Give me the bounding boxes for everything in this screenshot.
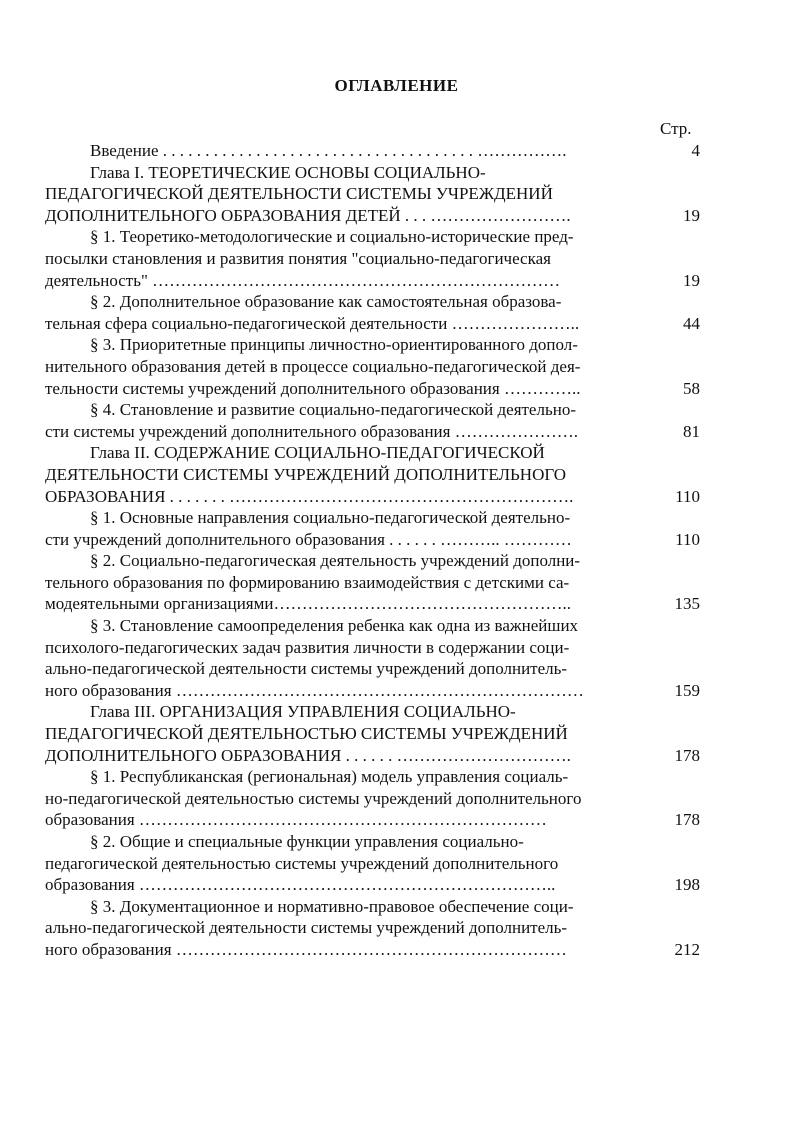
toc-entry-line: ально-педагогической деятельности системы учреждений дополнитель-: [45, 918, 568, 938]
table-of-contents: [45, 140, 700, 961]
toc-entry-line: § 3. Приоритетные принципы личностно-ориентированного допол-: [90, 335, 578, 355]
toc-entry: [45, 550, 700, 615]
toc-page-number: 198: [674, 875, 700, 895]
toc-entry: [90, 140, 700, 162]
toc-entry-line: § 1. Основные направления социально-педагогической деятельно-: [90, 508, 571, 528]
toc-entry: [45, 896, 700, 961]
toc-entry-line: образования ………………………………………………………………..: [45, 875, 556, 895]
toc-entry-line: § 1. Республиканская (региональная) модель управления социаль-: [90, 767, 569, 787]
toc-entry-line: тельности системы учреждений дополнительного образования …………..: [45, 378, 581, 398]
toc-entry-line: сти учреждений дополнительного образования . . . . . . ……….. …………: [45, 529, 572, 549]
toc-entry-line: посылки становления и развития понятия "социально-педагогическая: [45, 248, 551, 268]
toc-entry-line: модеятельными организациями……………………………………………..: [45, 594, 571, 614]
toc-entry-line: тельная сфера социально-педагогической деятельности …………………..: [45, 313, 580, 333]
toc-page-number: 4: [691, 141, 700, 160]
toc-page-number: 81: [683, 421, 700, 441]
toc-entry: [45, 507, 700, 550]
toc-entry-line: Глава I. ТЕОРЕТИЧЕСКИЕ ОСНОВЫ СОЦИАЛЬНО-: [90, 162, 486, 182]
page-title: ОГЛАВЛЕНИЕ: [334, 76, 459, 95]
toc-entry-line: сти системы учреждений дополнительного образования ………………….: [45, 421, 578, 441]
toc-entry-line: Введение . . . . . . . . . . . . . . . . . . . . . . . . . . . . . . . . . . . . . …………….: [90, 141, 567, 160]
toc-page-number: 58: [683, 378, 700, 398]
toc-entry: [45, 399, 700, 442]
toc-entry: [45, 831, 700, 896]
toc-entry: [45, 334, 700, 399]
toc-entry-line: тельного образования по формированию взаимодействия с детскими са-: [45, 572, 570, 592]
toc-entry-line: Глава III. ОРГАНИЗАЦИЯ УПРАВЛЕНИЯ СОЦИАЛЬНО-: [90, 702, 516, 722]
toc-entry-line: § 2. Дополнительное образование как самостоятельная образова-: [90, 292, 562, 312]
toc-entry-line: но-педагогической деятельностью системы учреждений дополнительного: [45, 788, 582, 808]
toc-entry-line: педагогической деятельностью системы учреждений дополнительного: [45, 853, 559, 873]
toc-page-number: 212: [674, 939, 700, 959]
toc-entry-line: ОБРАЗОВАНИЯ . . . . . . . …………………………………………………….: [45, 486, 574, 506]
toc-entry-line: ДЕЯТЕЛЬНОСТИ СИСТЕМЫ УЧРЕЖДЕНИЙ ДОПОЛНИТЕЛЬНОГО: [45, 464, 567, 484]
toc-entry: [45, 291, 700, 334]
toc-entry-line: нительного образования детей в процессе социально-педагогической дея-: [45, 356, 581, 376]
page-column-label: Стр.: [660, 119, 692, 138]
toc-page-number: 19: [683, 205, 700, 225]
toc-chapter-entry: [45, 701, 700, 766]
toc-page-number: 159: [674, 680, 700, 700]
toc-entry: [45, 615, 700, 701]
toc-entry-line: ПЕДАГОГИЧЕСКОЙ ДЕЯТЕЛЬНОСТИ СИСТЕМЫ УЧРЕЖДЕНИЙ: [45, 184, 553, 204]
toc-entry-line: ально-педагогической деятельности системы учреждений дополнитель-: [45, 659, 568, 679]
toc-entry-line: психолого-педагогических задач развития личности в содержании соци-: [45, 637, 570, 657]
toc-entry-line: § 2. Социально-педагогическая деятельность учреждений дополни-: [90, 551, 581, 571]
toc-page-number: 178: [674, 810, 700, 830]
toc-entry-line: ДОПОЛНИТЕЛЬНОГО ОБРАЗОВАНИЯ ДЕТЕЙ . . . …………………….: [45, 205, 571, 225]
toc-page-number: 19: [683, 270, 700, 290]
toc-page-number: 44: [683, 313, 700, 333]
toc-entry: [45, 766, 700, 831]
toc-entry-line: § 4. Становление и развитие социально-педагогической деятельно-: [90, 400, 576, 420]
toc-entry-line: ного образования ………………………………………………………………: [45, 680, 584, 700]
toc-entry-line: образования ………………………………………………………………: [45, 810, 547, 830]
toc-entry-line: Глава II. СОДЕРЖАНИЕ СОЦИАЛЬНО-ПЕДАГОГИЧЕСКОЙ: [90, 443, 545, 463]
toc-entry-line: ДОПОЛНИТЕЛЬНОГО ОБРАЗОВАНИЯ . . . . . . ………………………….: [45, 745, 571, 765]
toc-entry-line: ного образования ……………………………………………………………: [45, 939, 567, 959]
toc-chapter-entry: [45, 162, 700, 227]
toc-page-number: 110: [675, 486, 700, 506]
toc-entry: [45, 226, 700, 291]
toc-chapter-entry: [45, 442, 700, 507]
toc-entry-line: § 3. Становление самоопределения ребенка как одна из важнейших: [90, 616, 579, 636]
toc-entry-line: деятельность" ………………………………………………………………: [45, 270, 561, 290]
toc-page-number: 110: [675, 529, 700, 549]
toc-page-number: 178: [674, 745, 700, 765]
toc-entry-line: ПЕДАГОГИЧЕСКОЙ ДЕЯТЕЛЬНОСТЬЮ СИСТЕМЫ УЧРЕЖДЕНИЙ: [45, 724, 568, 744]
toc-entry-line: § 1. Теоретико-методологические и социально-исторические пред-: [90, 227, 574, 247]
toc-page-number: 135: [674, 594, 700, 614]
toc-entry-line: § 3. Документационное и нормативно-правовое обеспечение соци-: [90, 896, 574, 916]
toc-entry-line: § 2. Общие и специальные функции управления социально-: [90, 832, 524, 851]
